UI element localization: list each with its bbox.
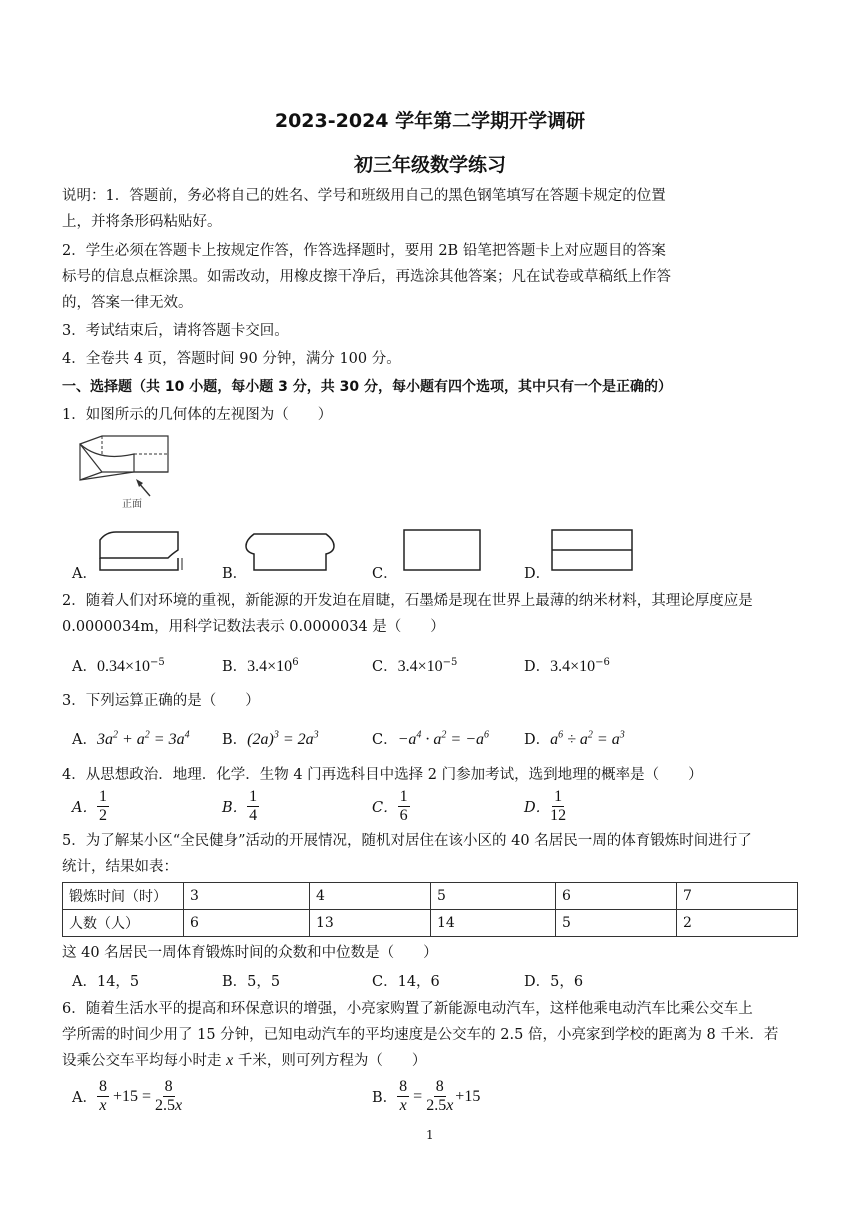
table-cell: 13 — [310, 910, 431, 937]
option-letter: D． — [524, 732, 551, 748]
option-exponent: −5 — [150, 657, 165, 669]
q5-option-b: B．5，5 — [222, 974, 281, 990]
stem-text: 设乘公交车平均每小时走 — [62, 1053, 222, 1069]
table-cell: 5 — [431, 883, 556, 910]
q6-option-a: A． $\frac{8}{x}$ +15 = $\frac{8}{2.5x}$ — [72, 1078, 183, 1114]
q4-option-a — [72, 788, 109, 825]
question-1-stem: 1．如图所示的几何体的左视图为（ ） — [62, 407, 333, 423]
option-d-view — [548, 526, 636, 574]
instruction-line: 上，并将条形码粘贴好。 — [62, 214, 222, 230]
instruction-line: 4．全卷共 4 页，答题时间 90 分钟，满分 100 分。 — [62, 351, 401, 367]
q3-option-b: B．$(2a)^3 = 2a^3$ — [222, 729, 319, 748]
question-5-ask: 这 40 名居民一周体育锻炼时间的众数和中位数是（ ） — [62, 945, 438, 961]
question-6-stem — [62, 1050, 426, 1072]
solid-figure — [72, 432, 172, 510]
exam-title: 2023-2024 学年第二学期开学调研 — [274, 110, 586, 132]
question-6-stem: 6．随着生活水平的提高和环保意识的增强，小亮家购置了新能源电动汽车，这样他乘电动汽车比乘公交车上 — [62, 1001, 753, 1017]
fraction: $\frac{8}{x}$ — [98, 1078, 107, 1114]
denominator: 4 — [249, 807, 258, 824]
q2-option-a — [72, 655, 165, 676]
q5-option-a: A．14，5 — [72, 974, 140, 990]
question-6-stem: 学所需的时间少用了 15 分钟，已知电动汽车的平均速度是公交车的 2.5 倍，小亮家到学校的距离为 8 千米．若 — [62, 1027, 779, 1043]
option-letter: C． — [372, 800, 398, 816]
option-letter: A． — [72, 1090, 97, 1106]
numerator: 1 — [399, 788, 408, 805]
fraction: $\frac{8}{2.5x}$ — [426, 1078, 454, 1114]
numerator: 1 — [249, 788, 258, 805]
denominator: 12 — [550, 807, 567, 824]
option-value: 3.4×10 — [247, 658, 293, 675]
fraction — [550, 788, 566, 825]
option-letter: D． — [524, 659, 551, 675]
q2-option-d — [524, 655, 610, 676]
numerator: 1 — [554, 788, 563, 805]
option-letter: A． — [72, 659, 97, 675]
question-2-stem: 2．随着人们对环境的重视，新能源的开发迫在眉睫，石墨烯是现在世界上最薄的纳米材料，其理论厚度应是 — [62, 593, 753, 609]
option-letter: C． — [372, 732, 398, 748]
table-cell: 3 — [184, 883, 310, 910]
table-cell: 5 — [556, 910, 677, 937]
denominator: 6 — [399, 807, 408, 824]
front-label: 正面 — [122, 499, 142, 510]
option-letter: C． — [372, 659, 398, 675]
table-row — [63, 910, 798, 937]
option-exponent: 6 — [292, 657, 299, 669]
table-row — [63, 883, 798, 910]
exercise-time-table — [62, 882, 798, 937]
q3-option-c: C．$-a^4 \cdot a^2 = -a^6$ — [372, 729, 489, 748]
q4-option-b — [222, 788, 259, 825]
option-letter: B． — [222, 732, 248, 748]
q3-option-a: A．$3a^2 + a^2 = 3a^4$ — [72, 729, 190, 748]
fraction — [97, 788, 109, 825]
question-4-stem: 4．从思想政治．地理．化学．生物 4 门再选科目中选择 2 门参加考试，选到地理的概率是（ ） — [62, 767, 703, 783]
option-c-view — [400, 526, 484, 574]
table-cell: 4 — [310, 883, 431, 910]
question-3-stem: 3．下列运算正确的是（ ） — [62, 693, 260, 709]
q2-option-c — [372, 655, 457, 676]
table-header-cell: 人数（人） — [63, 910, 184, 937]
q4-option-d — [524, 788, 566, 825]
option-letter: B． — [372, 1090, 398, 1106]
option-a-label: A． — [72, 566, 97, 582]
instruction-line: 标号的信息点框涂黑。如需改动，用橡皮擦干净后，再选涂其他答案；凡在试卷或草稿纸上作答 — [62, 269, 671, 285]
option-letter: B． — [222, 659, 248, 675]
fraction — [398, 788, 410, 825]
exam-subtitle: 初三年级数学练习 — [353, 154, 506, 176]
q6-option-b: B． $\frac{8}{x}$ = $\frac{8}{2.5x}$ +15 — [372, 1078, 481, 1114]
q5-option-c: C．14，6 — [372, 974, 440, 990]
instruction-line: 2．学生必须在答题卡上按规定作答，作答选择题时，要用 2B 铅笔把答题卡上对应题目的答案 — [62, 243, 666, 259]
option-exponent: −6 — [595, 657, 610, 669]
table-cell: 6 — [184, 910, 310, 937]
instruction-line: 说明：1．答题前，务必将自己的姓名、学号和班级用自己的黑色钢笔填写在答题卡规定的位置 — [62, 188, 666, 204]
q4-option-c — [372, 788, 410, 825]
option-exponent: −5 — [442, 657, 458, 669]
instruction-line: 3．考试结束后，请将答题卡交回。 — [62, 323, 289, 339]
fraction: $\frac{8}{2.5x}$ — [155, 1078, 183, 1114]
question-2-stem: 0.0000034m，用科学记数法表示 0.0000034 是（ ） — [62, 619, 445, 635]
q3-option-d: D．$a^6 \div a^2 = a^3$ — [524, 729, 625, 748]
variable: x — [226, 1052, 234, 1069]
page-number: 1 — [426, 1128, 434, 1142]
stem-text: 千米，则可列方程为（ ） — [237, 1053, 427, 1069]
option-c-label: C． — [372, 566, 398, 582]
table-cell: 2 — [677, 910, 798, 937]
question-5-stem: 5．为了解某小区“全民健身”活动的开展情况，随机对居住在该小区的 40 名居民一周的体育锻炼时间进行了 — [62, 833, 752, 849]
instruction-line: 的，答案一律无效。 — [62, 295, 193, 311]
option-b-view — [244, 528, 336, 574]
option-letter: D． — [524, 800, 551, 816]
fraction — [247, 788, 259, 825]
denominator: 2 — [98, 807, 107, 824]
question-5-stem: 统计，结果如表： — [62, 859, 178, 875]
q2-option-b — [222, 655, 299, 676]
option-value: 3.4×10 — [550, 658, 596, 675]
table-cell: 6 — [556, 883, 677, 910]
q5-option-d: D．5，6 — [524, 974, 584, 990]
option-value: 0.34×10 — [96, 658, 151, 675]
table-cell: 7 — [677, 883, 798, 910]
option-value: 3.4×10 — [397, 658, 443, 675]
table-cell: 14 — [431, 910, 556, 937]
numerator: 1 — [98, 788, 107, 805]
table-header-cell: 锻炼时间（时） — [63, 883, 184, 910]
option-d-label: D． — [524, 566, 551, 582]
option-letter: A． — [72, 800, 97, 816]
option-letter: A． — [72, 732, 97, 748]
option-b-label: B． — [222, 566, 248, 582]
section-heading: 一、选择题（共 10 小题，每小题 3 分，共 30 分，每小题有四个选项，其中只有一个是正确的） — [62, 379, 672, 395]
fraction: $\frac{8}{x}$ — [399, 1078, 408, 1114]
option-a-view — [94, 528, 186, 574]
option-letter: B． — [222, 800, 248, 816]
